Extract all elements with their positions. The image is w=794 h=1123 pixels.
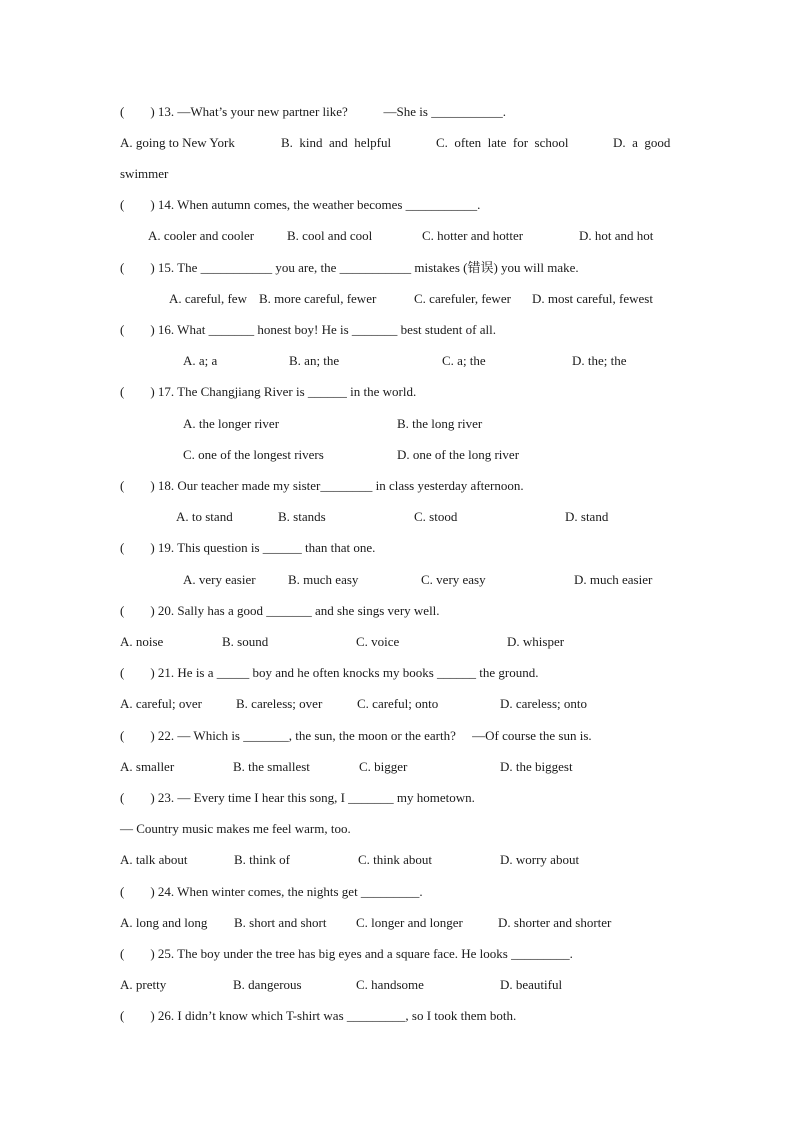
question-23-option-d: D. worry about: [500, 852, 580, 867]
question-16-option-c: C. a; the: [442, 353, 486, 368]
question-15-option-d: D. most careful, fewest: [532, 291, 653, 306]
question-14-option-a: A. cooler and cooler: [148, 228, 255, 243]
question-21-option-a: A. careful; over: [120, 696, 202, 711]
question-19-option-b: B. much easy: [288, 572, 359, 587]
question-15-stem: ( ) 15. The ___________ you are, the ___________ mistakes (错误) you will make.: [120, 260, 579, 275]
question-20-option-c: C. voice: [356, 634, 400, 649]
question-19-option-c: C. very easy: [421, 572, 486, 587]
question-24-option-d: D. shorter and shorter: [498, 915, 612, 930]
question-14-option-b: B. cool and cool: [287, 228, 373, 243]
question-13-stem: ( ) 13. —What’s your new partner like? —She is ___________.: [120, 104, 506, 119]
question-14-option-c: C. hotter and hotter: [422, 228, 524, 243]
question-18-stem: ( ) 18. Our teacher made my sister________ in class yesterday afternoon.: [120, 478, 524, 493]
question-13-option-a: A. going to New York: [120, 135, 235, 150]
question-20-option-d: D. whisper: [507, 634, 565, 649]
question-19-option-a: A. very easier: [183, 572, 256, 587]
question-19-option-d: D. much easier: [574, 572, 653, 587]
question-23-option-b: B. think of: [234, 852, 290, 867]
question-15-option-a: A. careful, few: [169, 291, 247, 306]
question-13-option-d-wrap: swimmer: [120, 166, 169, 181]
question-20-stem: ( ) 20. Sally has a good _______ and she sings very well.: [120, 603, 440, 618]
question-24-option-c: C. longer and longer: [356, 915, 463, 930]
question-21-option-c: C. careful; onto: [357, 696, 439, 711]
question-22-option-a: A. smaller: [120, 759, 175, 774]
question-16-stem: ( ) 16. What _______ honest boy! He is _______ best student of all.: [120, 322, 496, 337]
question-14-stem: ( ) 14. When autumn comes, the weather becomes ___________.: [120, 197, 481, 212]
question-25-stem: ( ) 25. The boy under the tree has big eyes and a square face. He looks _________.: [120, 946, 573, 961]
question-13-option-c: C. often late for school: [436, 135, 569, 150]
question-26-stem: ( ) 26. I didn’t know which T-shirt was _________, so I took them both.: [120, 1008, 517, 1023]
question-17-option-c: C. one of the longest rivers: [183, 447, 324, 462]
question-22-option-b: B. the smallest: [233, 759, 310, 774]
question-18-option-c: C. stood: [414, 509, 458, 524]
question-24-option-b: B. short and short: [234, 915, 327, 930]
question-20-option-b: B. sound: [222, 634, 269, 649]
question-20-option-a: A. noise: [120, 634, 164, 649]
question-15-option-b: B. more careful, fewer: [259, 291, 377, 306]
question-24-stem: ( ) 24. When winter comes, the nights get _________.: [120, 884, 423, 899]
question-25-option-a: A. pretty: [120, 977, 167, 992]
question-18-option-a: A. to stand: [176, 509, 233, 524]
question-17-stem: ( ) 17. The Changjiang River is ______ in the world.: [120, 384, 417, 399]
question-19-stem: ( ) 19. This question is ______ than that one.: [120, 540, 376, 555]
question-21-option-b: B. careless; over: [236, 696, 323, 711]
question-14-option-d: D. hot and hot: [579, 228, 654, 243]
question-24-option-a: A. long and long: [120, 915, 208, 930]
question-22-option-c: C. bigger: [359, 759, 408, 774]
question-18-option-b: B. stands: [278, 509, 326, 524]
question-25-option-b: B. dangerous: [233, 977, 302, 992]
question-16-option-a: A. a; a: [183, 353, 218, 368]
question-22-stem: ( ) 22. — Which is _______, the sun, the moon or the earth? —Of course the sun is.: [120, 728, 592, 743]
question-16-option-b: B. an; the: [289, 353, 340, 368]
question-23-option-c: C. think about: [358, 852, 433, 867]
question-18-option-d: D. stand: [565, 509, 609, 524]
question-17-option-a: A. the longer river: [183, 416, 280, 431]
question-25-option-d: D. beautiful: [500, 977, 563, 992]
question-21-option-d: D. careless; onto: [500, 696, 588, 711]
question-17-option-b: B. the long river: [397, 416, 483, 431]
question-13-option-b: B. kind and helpful: [281, 135, 392, 150]
question-23-stem: ( ) 23. — Every time I hear this song, I _______ my hometown.: [120, 790, 475, 805]
question-22-option-d: D. the biggest: [500, 759, 573, 774]
question-23-option-a: A. talk about: [120, 852, 188, 867]
question-16-option-d: D. the; the: [572, 353, 627, 368]
question-25-option-c: C. handsome: [356, 977, 424, 992]
question-15-option-c: C. carefuler, fewer: [414, 291, 511, 306]
question-13-option-d: D. a good: [613, 135, 671, 150]
question-17-option-d: D. one of the long river: [397, 447, 520, 462]
question-21-stem: ( ) 21. He is a _____ boy and he often knocks my books ______ the ground.: [120, 665, 539, 680]
question-23-reply: — Country music makes me feel warm, too.: [120, 821, 351, 836]
